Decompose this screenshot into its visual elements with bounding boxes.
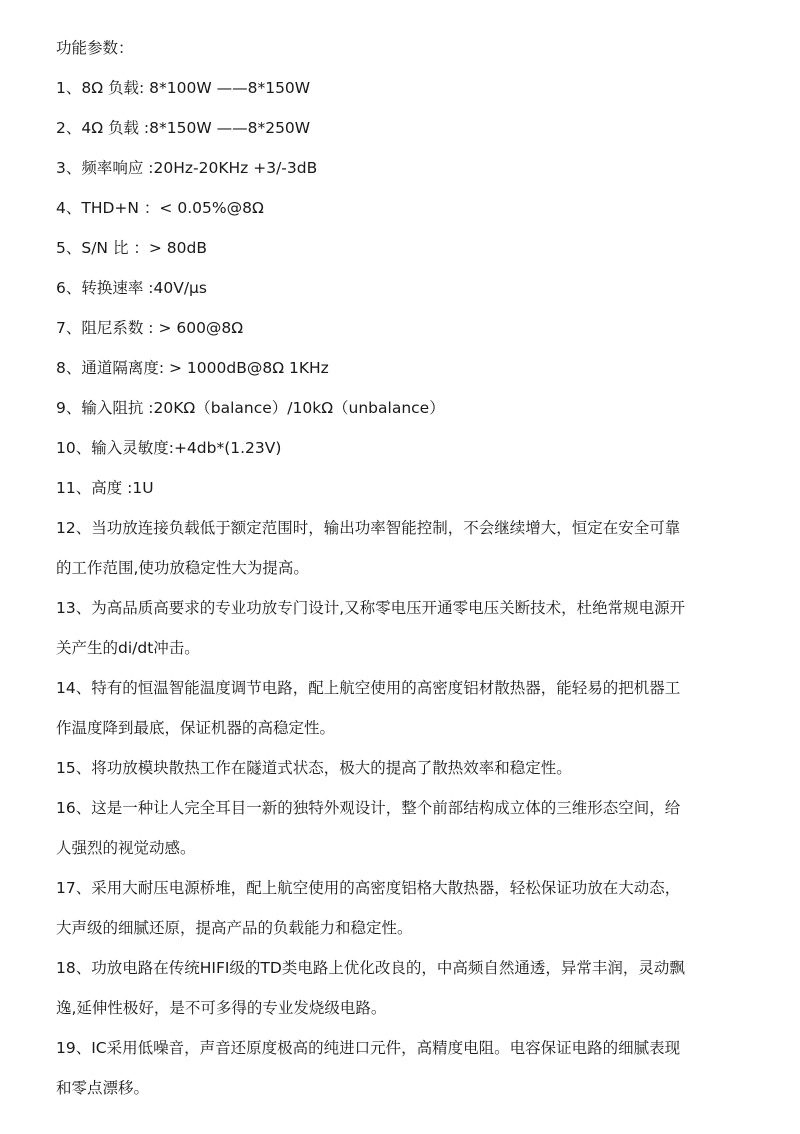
feature-line: 12、当功放连接负载低于额定范围时，输出功率智能控制，不会继续增大，恒定在安全可靠 [56,519,681,537]
feature-line: 15、将功放模块散热工作在隧道式状态，极大的提高了散热效率和稳定性。 [56,759,572,777]
feature-line: 13、为高品质高要求的专业功放专门设计,又称零电压开通零电压关断技术，杜绝常规电源开 [56,599,686,617]
spec-line: 5、S/N 比 ：> 80dB [56,239,207,257]
spec-line: 4、THD+N ：< 0.05%@8Ω [56,199,264,217]
feature-line: 19、IC采用低噪音，声音还原度极高的纯进口元件，高精度电阻。电容保证电路的细腻表现 [56,1039,681,1057]
spec-line: 6、转换速率 :40V/μs [56,279,207,297]
spec-line: 11、高度 :1U [56,479,154,497]
document-body [56,28,756,1108]
feature-line: 作温度降到最底，保证机器的高稳定性。 [56,719,336,737]
feature-line: 的工作范围,使功放稳定性大为提高。 [56,559,309,577]
feature-line: 大声级的细腻还原，提高产品的负载能力和稳定性。 [56,919,413,937]
feature-line: 14、特有的恒温智能温度调节电路，配上航空使用的高密度铝材散热器，能轻易的把机器工 [56,679,681,697]
feature-line: 17、采用大耐压电源桥堆，配上航空使用的高密度铝格大散热器，轻松保证功放在大动态， [56,879,681,897]
feature-line: 关产生的di/dt冲击。 [56,639,200,657]
spec-line: 1、8Ω 负载: 8*100W ——8*150W [56,79,311,97]
feature-line: 逸,延伸性极好，是不可多得的专业发烧级电路。 [56,999,387,1017]
spec-line: 3、频率响应 :20Hz-20KHz +3/-3dB [56,159,318,177]
heading: 功能参数： [56,39,134,57]
spec-line: 9、输入阻抗 :20KΩ（balance）/10kΩ（unbalance） [56,399,445,417]
feature-line: 16、这是一种让人完全耳目一新的独特外观设计，整个前部结构成立体的三维形态空间，给 [56,799,681,817]
feature-line: 人强烈的视觉动感。 [56,839,196,857]
feature-line: 和零点漂移。 [56,1079,150,1097]
spec-line: 10、输入灵敏度:+4db*(1.23V) [56,439,282,457]
feature-line: 18、功放电路在传统HIFI级的TD类电路上优化改良的，中高频自然通透，异常丰润，灵动飘 [56,959,685,977]
spec-line: 8、通道隔离度: > 1000dB@8Ω 1KHz [56,359,329,377]
spec-line: 2、4Ω 负载 :8*150W ——8*250W [56,119,311,137]
spec-line: 7、阻尼系数 : > 600@8Ω [56,319,244,337]
